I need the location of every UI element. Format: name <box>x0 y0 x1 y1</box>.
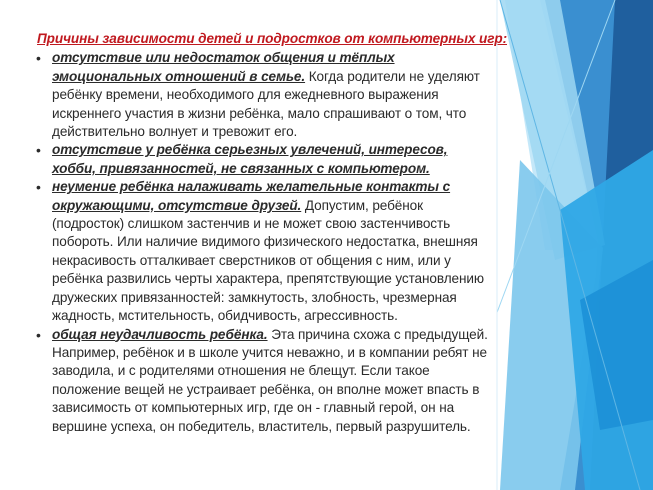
reason-lead: неумение ребёнка налаживать желательные контакты с окружающими, отсутствие друзей. <box>52 179 451 213</box>
reason-text: Допустим, ребёнок (подросток) слишком застенчив и не может свою застенчивость побороть. Или наличие видимого физического недостатка, внешняя некрасивость отталкивает сверстников от общения с ним, или у ребёнка развились черты характера, препятствующие установлению дружеских привязанностей: замкнутость, злобность, чрезмерная жадность, мстительность, обидчивость, агрессивность. <box>52 197 484 324</box>
reason-lead: отсутствие или недостаток общения и тёплых эмоциональных отношений в семье. <box>52 50 395 84</box>
reason-lead: общая неудачливость ребёнка. <box>52 326 268 342</box>
list-item <box>32 141 492 178</box>
list-item <box>32 49 492 141</box>
reason-lead: отсутствие у ребёнка серьезных увлечений, интересов, хобби, привязанностей, не связанных с компьютером. <box>52 142 448 176</box>
list-item <box>32 178 492 325</box>
reasons-list <box>32 49 492 436</box>
reason-text: Эта причина схожа с предыдущей. Например, ребёнок и в школе учится неважно, и в компании ребят не заводила, и с родителями отношения не блещут. Если такое положение вещей не устраивает ребёнка, он вполне может впасть в зависимость от компьютерных игр, где он - главный герой, он на вершине успеха, он победитель, властитель, первый разрушитель. <box>52 326 488 434</box>
slide-content <box>32 30 507 436</box>
slide-title: Причины зависимости детей и подростков от компьютерных игр: <box>37 31 507 46</box>
reason-text: Когда родители не уделяют ребёнку времени, необходимого для ежедневного выражения искреннего участия в жизни ребёнка, мало спрашивают о том, что действительно волнует и тревожит его. <box>52 68 480 140</box>
list-item <box>32 326 492 436</box>
